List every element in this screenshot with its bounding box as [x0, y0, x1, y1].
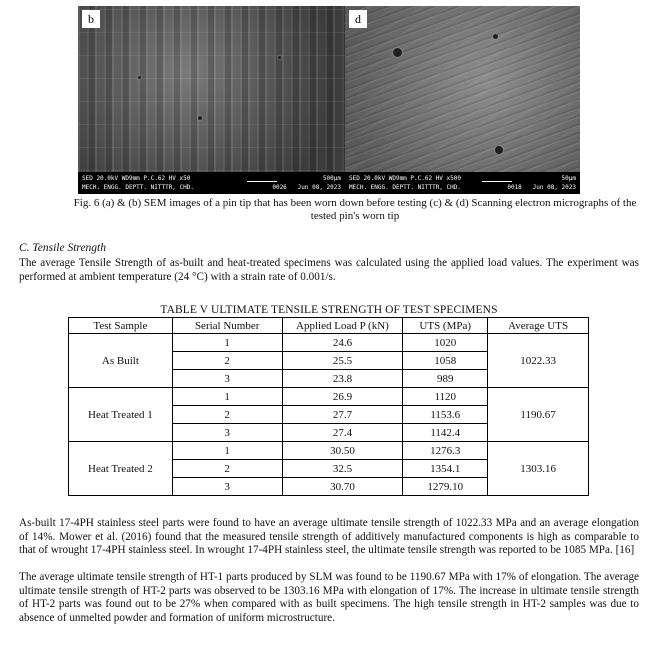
serial-cell: 3	[172, 424, 282, 442]
section-heading: C. Tensile Strength	[19, 242, 107, 254]
average-uts-cell: 1303.16	[488, 442, 589, 496]
serial-cell: 2	[172, 352, 282, 370]
sem-info-right	[507, 174, 576, 192]
load-cell: 27.4	[282, 424, 403, 442]
uts-cell: 1276.3	[403, 442, 488, 460]
uts-cell: 1058	[403, 352, 488, 370]
panel-label-b: b	[82, 10, 100, 28]
table-row	[69, 388, 589, 406]
scale-label: 500µm	[322, 175, 341, 182]
serial-cell: 3	[172, 478, 282, 496]
average-uts-cell: 1022.33	[488, 334, 589, 388]
serial-cell: 3	[172, 370, 282, 388]
table-header-row	[69, 318, 589, 334]
load-cell: 25.5	[282, 352, 403, 370]
serial-cell: 1	[172, 334, 282, 352]
header-average-uts: Average UTS	[488, 318, 589, 334]
uts-cell: 1142.4	[403, 424, 488, 442]
sample-name: Heat Treated 2	[69, 442, 173, 496]
figure-caption: Fig. 6 (a) & (b) SEM images of a pin tip that has been worn down before testing (c) & (d) Scanning electron micrographs of the tested pin's worn tip	[73, 197, 637, 222]
uts-cell: 1120	[403, 388, 488, 406]
uts-table	[68, 317, 589, 496]
sem-info-line1: SED 20.0kV WD9mm P.C.62 HV x500	[349, 175, 461, 182]
image-number: 0026	[272, 184, 287, 191]
load-cell: 24.6	[282, 334, 403, 352]
pit-mark	[278, 56, 281, 59]
load-cell: 27.7	[282, 406, 403, 424]
sem-image-b	[78, 6, 345, 194]
sem-info-line2: MECH. ENGG. DEPTT. NITTTR, CHD.	[349, 184, 461, 191]
load-cell: 30.70	[282, 478, 403, 496]
average-uts-cell: 1190.67	[488, 388, 589, 442]
header-applied-load: Applied Load P (kN)	[282, 318, 403, 334]
pit-mark	[393, 48, 402, 57]
serial-cell: 2	[172, 460, 282, 478]
capture-date: Jun 08, 2023	[532, 184, 576, 191]
serial-cell: 2	[172, 406, 282, 424]
capture-date: Jun 08, 2023	[297, 184, 341, 191]
body-paragraph-1: As-built 17-4PH stainless steel parts were found to have an average ultimate tensile strength of 1022.33 MPa and an average elongation of 14%. Mower et al. (2016) found that the measured tensile strength of additively manufactured components is high as comparable to that of wrought 17-4PH stainless steel. In wrought 17-4PH stainless steel, the ultimate tensile strength was reported to be 1085 MPa. [16]	[19, 517, 639, 556]
sem-info-line1: SED 20.0kV WD9mm P.C.62 HV x50	[82, 175, 191, 182]
sem-info-bar-b	[78, 172, 345, 194]
serial-cell: 1	[172, 442, 282, 460]
pit-mark	[495, 146, 503, 154]
header-test-sample: Test Sample	[69, 318, 173, 334]
uts-cell: 1020	[403, 334, 488, 352]
sem-image-d	[345, 6, 580, 194]
section-intro: The average Tensile Strength of as-built and heat-treated specimens was calculated using the applied load values. The experiment was performed at ambient temperature (24 °C) with a strain rate of 0.001/s.	[19, 257, 639, 283]
sample-name: Heat Treated 1	[69, 388, 173, 442]
uts-cell: 989	[403, 370, 488, 388]
panel-label-d: d	[349, 10, 367, 28]
uts-cell: 1153.6	[403, 406, 488, 424]
header-uts: UTS (MPa)	[403, 318, 488, 334]
load-cell: 32.5	[282, 460, 403, 478]
serial-cell: 1	[172, 388, 282, 406]
uts-cell: 1354.1	[403, 460, 488, 478]
load-cell: 26.9	[282, 388, 403, 406]
pit-mark	[493, 34, 498, 39]
load-cell: 23.8	[282, 370, 403, 388]
load-cell: 30.50	[282, 442, 403, 460]
table-row	[69, 442, 589, 460]
table-row	[69, 334, 589, 352]
sem-info-bar-d	[345, 172, 580, 194]
uts-cell: 1279.10	[403, 478, 488, 496]
pit-mark	[198, 116, 202, 120]
pit-mark	[138, 76, 141, 79]
image-number: 0018	[507, 184, 522, 191]
sem-info-line2: MECH. ENGG. DEPTT. NITTTR, CHD.	[82, 184, 194, 191]
sem-info-right	[272, 174, 341, 192]
header-serial-number: Serial Number	[172, 318, 282, 334]
scale-label: 50µm	[561, 175, 576, 182]
sample-name: As Built	[69, 334, 173, 388]
body-paragraph-2: The average ultimate tensile strength of HT-1 parts produced by SLM was found to be 1190.67 MPa with 17% of elongation. The average ultimate tensile strength of HT-2 parts was observed to be 1303.16 MPa with elongation of 17%. The increase in ultimate tensile strength of HT-2 parts was found out to be 27% when compared with as built specimens. The high tensile strength in HT-2 samples was due to absence of unmelted powder and formation of uniform microstructure.	[19, 571, 639, 624]
table-title: TABLE V ULTIMATE TENSILE STRENGTH OF TEST SPECIMENS	[160, 304, 498, 316]
